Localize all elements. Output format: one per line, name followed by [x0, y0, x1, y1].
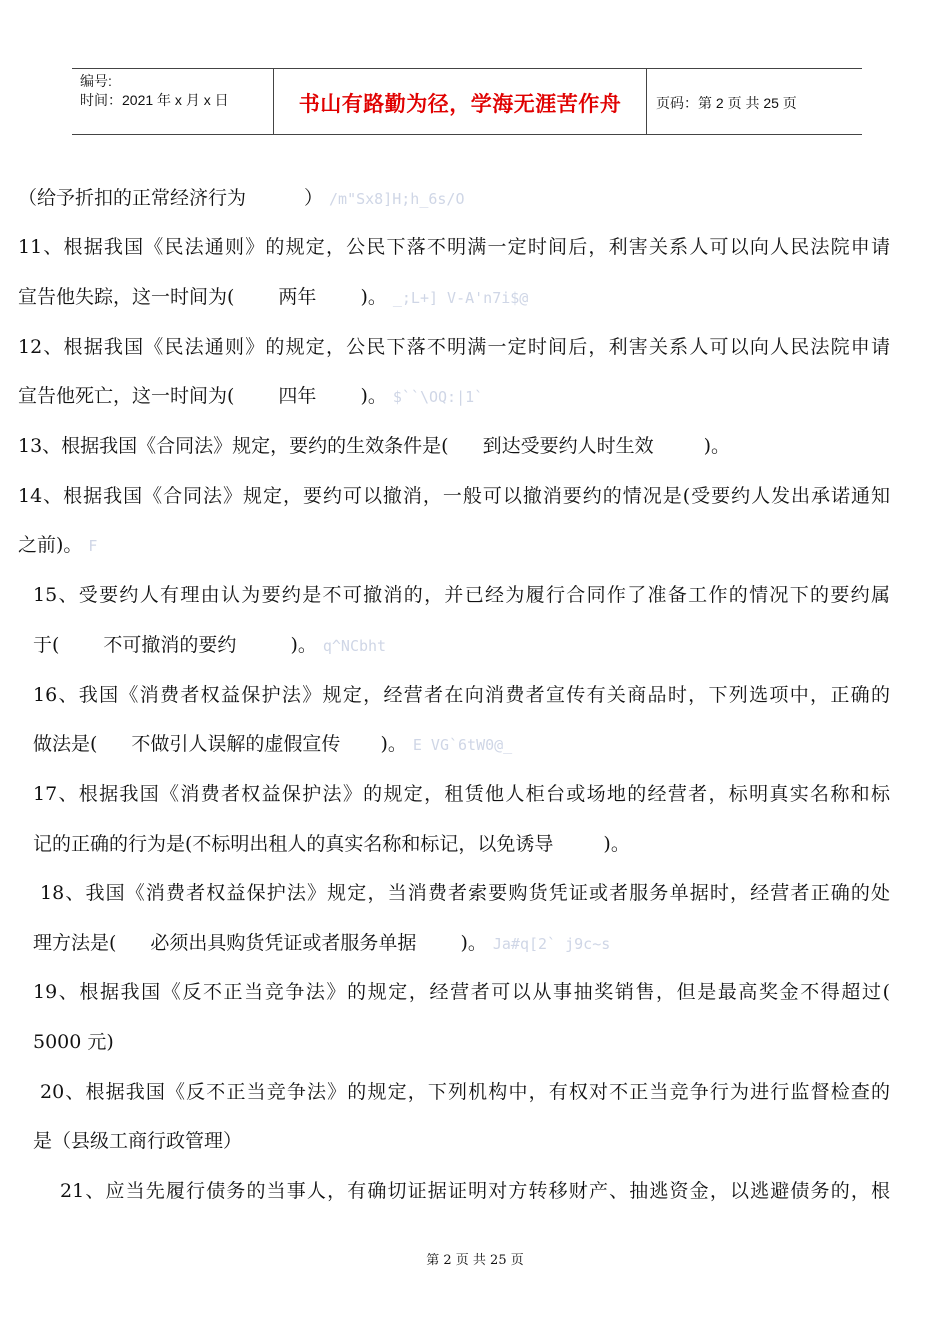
- q14-line-1: 14、根据我国《合同法》规定，要约可以撤消，一般可以撤消要约的情况是(受要约人发出承诺通知: [18, 485, 890, 507]
- header-top-rule: [72, 68, 862, 69]
- text-run: )。: [290, 634, 317, 656]
- answer: 不做引人误解的虚假宣传: [131, 733, 341, 755]
- watermark-noise: F: [88, 537, 98, 555]
- watermark-noise: E VG`6tW0@_: [412, 736, 513, 754]
- answer: 不可撤消的要约: [103, 634, 237, 656]
- text-run: )。: [380, 733, 407, 755]
- text-run: 理方法是(: [33, 932, 117, 954]
- q14-line-2: [18, 530, 97, 557]
- q12-line-1: 12、根据我国《民法通则》的规定，公民下落不明满一定时间后，利害关系人可以向人民法院申请: [18, 336, 890, 358]
- q11-line-1: 11、根据我国《民法通则》的规定，公民下落不明满一定时间后，利害关系人可以向人民法院申请: [18, 236, 890, 258]
- answer: 四年: [278, 385, 317, 407]
- answer: 两年: [278, 286, 317, 308]
- text-run: 宣告他死亡，这一时间为(: [18, 385, 235, 407]
- text-run: 之前)。: [18, 534, 83, 556]
- q20-line-2: 是（县级工商行政管理）: [33, 1130, 243, 1152]
- number-label: 编号:: [80, 73, 112, 89]
- text-run: )。: [460, 932, 487, 954]
- watermark-noise: _;L+] V-A'n7i$@: [392, 289, 529, 307]
- header-meta: [80, 72, 229, 110]
- header-page-label: 页码：第 2 页 共 25 页: [656, 95, 797, 111]
- q18-line-2: [33, 928, 610, 955]
- q17-line-1: 17、根据我国《消费者权益保护法》的规定，租赁他人柜台或场地的经营者，标明真实名称和标: [33, 783, 890, 805]
- watermark-noise: $``\OQ:|1`: [392, 388, 484, 406]
- q13-line: [18, 431, 730, 458]
- text-run: （给予折扣的正常经济行为: [18, 187, 247, 209]
- q17-line-2: [33, 829, 630, 856]
- text-run: 记的正确的行为是(不标明出租人的真实名称和标记，以免诱导: [33, 833, 554, 855]
- q11-line-2: [18, 282, 528, 309]
- text-run: )。: [703, 435, 731, 457]
- q15-line-1: 15、受要约人有理由认为要约是不可撤消的，并已经为履行合同作了准备工作的情况下的要约属: [33, 584, 890, 606]
- watermark-noise: q^NCbht: [322, 637, 387, 655]
- text-run: 宣告他失踪，这一时间为(: [18, 286, 235, 308]
- q19-line-1: 19、根据我国《反不正当竞争法》的规定，经营者可以从事抽奖销售，但是最高奖金不得超过(: [33, 981, 890, 1003]
- answer: 必须出具购货凭证或者服务单据: [150, 932, 417, 954]
- q15-line-2: [33, 630, 386, 657]
- text-run: 于(: [33, 634, 60, 656]
- q16-line-1: 16、我国《消费者权益保护法》规定，经营者在向消费者宣传有关商品时，下列选项中，正确的: [33, 684, 890, 706]
- q19-line-2: 5000 元): [33, 1031, 114, 1053]
- page-footer: 第 2 页 共 25 页: [426, 1253, 524, 1268]
- time-label: 时间：2021 年 x 月 x 日: [80, 92, 229, 108]
- q12-line-2: [18, 381, 483, 408]
- text-run: 做法是(: [33, 733, 98, 755]
- text-run: )。: [603, 833, 630, 855]
- text-run: )。: [360, 286, 387, 308]
- header-divider-right: [646, 68, 647, 135]
- text-run: 13、根据我国《合同法》规定，要约的生效条件是(: [18, 435, 449, 457]
- watermark-noise: /m"Sx8]H;h_6s/O: [329, 190, 465, 208]
- header-motto: 书山有路勤为径，学海无涯苦作舟: [298, 92, 622, 116]
- watermark-noise: Ja#q[2` j9c~s: [492, 935, 611, 953]
- text-run: )。: [360, 385, 387, 407]
- header-bottom-rule: [72, 134, 862, 135]
- line-1: [18, 183, 465, 210]
- q21-line-1: 21、应当先履行债务的当事人，有确切证据证明对方转移财产、抽逃资金，以逃避债务的，根: [60, 1180, 890, 1202]
- answer: 到达受要约人时生效: [482, 435, 654, 457]
- text-run: ）: [304, 187, 324, 209]
- q16-line-2: [33, 729, 512, 756]
- q20-line-1: 20、根据我国《反不正当竞争法》的规定，下列机构中，有权对不正当竞争行为进行监督检查的: [40, 1081, 890, 1103]
- q18-line-1: 18、我国《消费者权益保护法》规定，当消费者索要购货凭证或者服务单据时，经营者正确的处: [40, 882, 890, 904]
